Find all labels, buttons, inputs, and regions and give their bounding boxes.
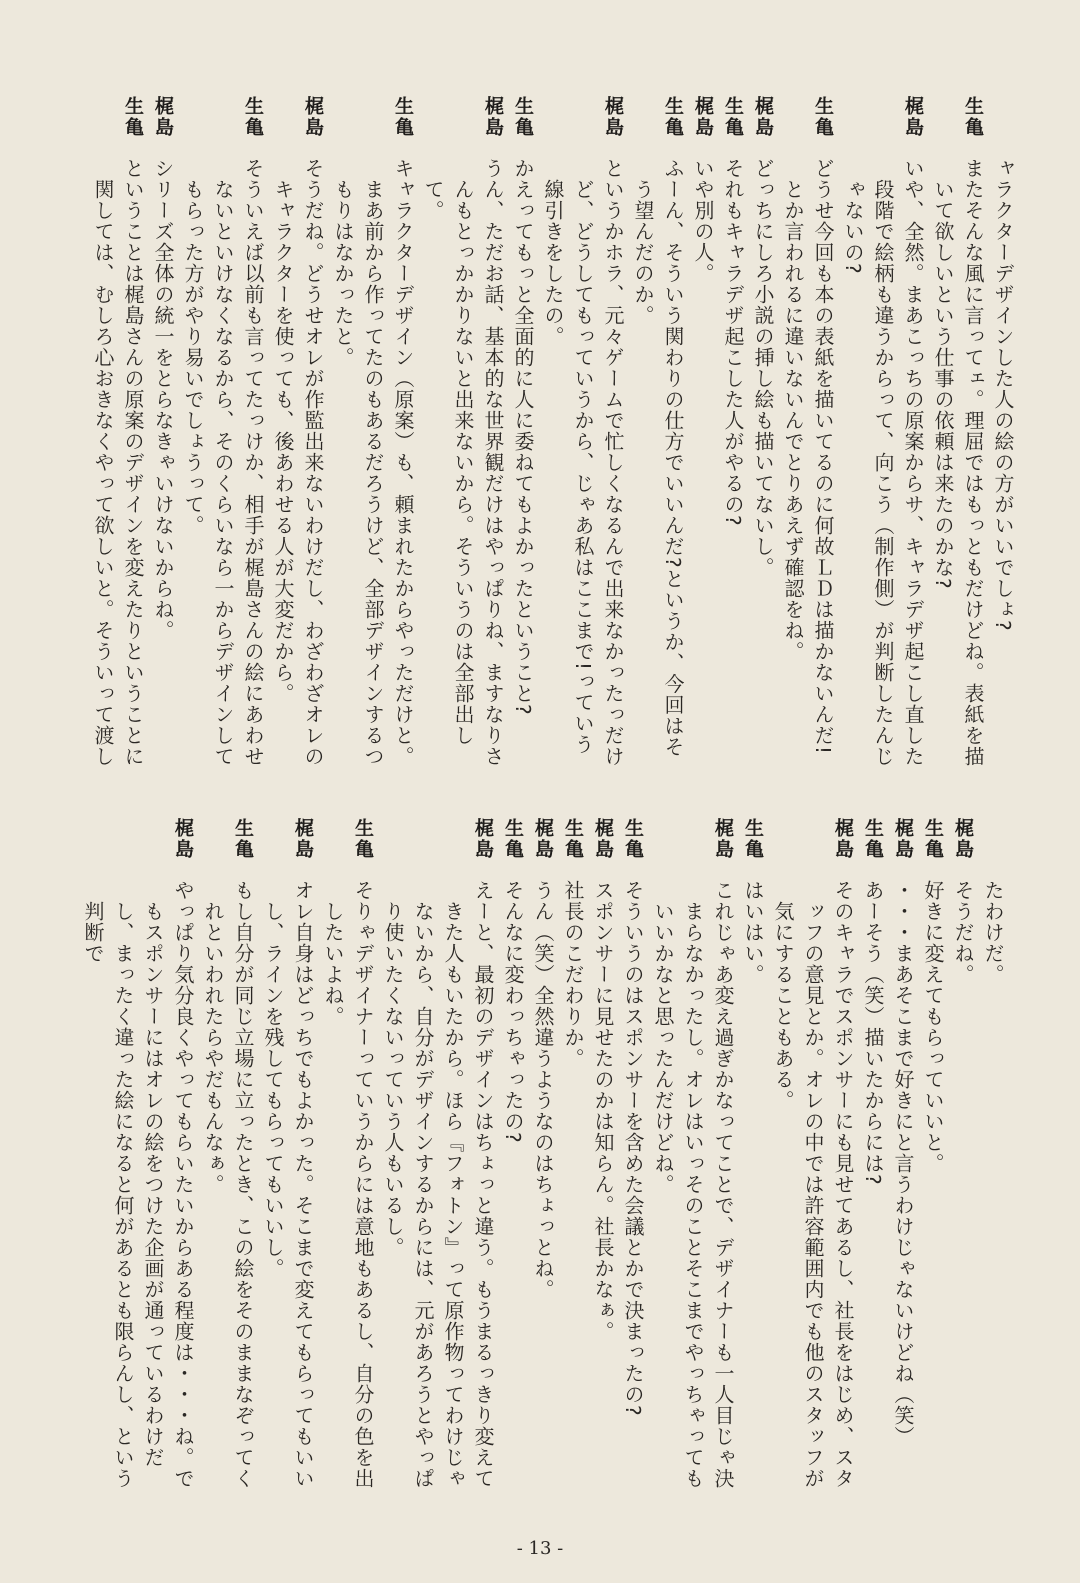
dialogue-text: スポンサーに見せたのかは知らん。社長かなぁ。 bbox=[591, 880, 615, 1342]
dialogue-text: ャラクターデザインした人の絵の方がいいでしょ? bbox=[991, 158, 1015, 632]
page-number: - 13 - bbox=[516, 1538, 564, 1559]
dialogue-text: そういうのはスポンサーを含めた会議とかで決まったの? bbox=[621, 880, 645, 1417]
dialogue-line bbox=[328, 96, 418, 776]
dialogue-line bbox=[778, 96, 838, 776]
dialogue-line bbox=[738, 818, 768, 1498]
speaker-label: 生亀 bbox=[122, 96, 144, 138]
dialogue-line bbox=[498, 818, 528, 1498]
dialogue-text: シリーズ全体の統一をとらなきゃいけないからね。 bbox=[151, 158, 175, 641]
dialogue-text: そういえば以前も言ってたっけか、相手が梶島さんの絵にあわせないといけなくなるから、そのくらいなら一からデザインしてもらった方がやり易いでしょうって。 bbox=[181, 158, 265, 767]
speaker-label: 生亀 bbox=[922, 818, 944, 860]
dialogue-text: これじゃあ変え過ぎかなってことで、デザイナーも一人目じゃ決まらなかったし。オレはいっそのことそこまでやっちゃってもいいかなと思ったんだけどね。 bbox=[651, 880, 735, 1489]
dialogue-line bbox=[748, 96, 778, 776]
speaker-label: 梶島 bbox=[602, 96, 624, 138]
dialogue-text: いや別の人。 bbox=[691, 158, 715, 284]
speaker-label: 梶島 bbox=[892, 818, 914, 860]
dialogue-text: かえってもっと全面的に人に委ねてもよかったということ? bbox=[511, 158, 535, 716]
dialogue-text: そうだね。どうせオレが作監出来ないわけだし、わざわざオレのキャラクターを使っても、後あわせる人が大変だから。 bbox=[271, 158, 325, 767]
dialogue-text: そんなに変わっちゃったの? bbox=[501, 880, 525, 1144]
dialogue-block-top bbox=[91, 96, 1018, 776]
dialogue-text: はいはい。 bbox=[741, 880, 765, 985]
speaker-label: 生亀 bbox=[502, 818, 524, 860]
dialogue-text: というかホラ、元々ゲームで忙しくなるんで出来なかったっだけど、どうしてもっていうから、じゃあ私はここまで!っていう線引きをしたの。 bbox=[541, 158, 625, 767]
dialogue-line bbox=[688, 96, 718, 776]
speaker-label: 生亀 bbox=[812, 96, 834, 138]
dialogue-line bbox=[148, 96, 178, 776]
dialogue-text: またそんな風に言ってェ。理屈ではもっともだけどね。表紙を描いて欲しいという仕事の依頼は来たのかな? bbox=[931, 158, 985, 767]
dialogue-text: 好きに変えてもらっていいと。 bbox=[921, 880, 945, 1174]
dialogue-line bbox=[88, 96, 148, 776]
speaker-label: 梶島 bbox=[302, 96, 324, 138]
speaker-label: 生亀 bbox=[962, 96, 984, 138]
dialogue-line bbox=[628, 96, 688, 776]
dialogue-text: いや、全然。まあこっちの原案からサ、キャラデザ起こし直した段階で絵柄も違うからって、向こう（制作側）が判断したんじゃないの? bbox=[841, 158, 925, 767]
dialogue-text: それもキャラデザ起こした人がやるの? bbox=[721, 158, 745, 527]
dialogue-text: うん、ただお話、基本的な世界観だけはやっぱりね、ますなりさんもとっかかりないと出来ないから。そういうのは全部出して。 bbox=[421, 158, 505, 767]
speaker-label: 生亀 bbox=[742, 818, 764, 860]
dialogue-line bbox=[558, 818, 588, 1498]
speaker-label: 生亀 bbox=[862, 818, 884, 860]
dialogue-line bbox=[528, 818, 558, 1498]
dialogue-line bbox=[618, 818, 648, 1498]
speaker-label: 梶島 bbox=[292, 818, 314, 860]
speaker-label: 生亀 bbox=[232, 818, 254, 860]
speaker-label: 生亀 bbox=[352, 818, 374, 860]
dialogue-line bbox=[588, 818, 618, 1498]
dialogue-text: そのキャラでスポンサーにも見せてあるし、社長をはじめ、スタッフの意見とか。オレの中では許容範囲内でも他のスタッフが気にすることもある。 bbox=[771, 880, 855, 1489]
dialogue-line bbox=[378, 818, 498, 1498]
speaker-label: 生亀 bbox=[512, 96, 534, 138]
dialogue-line bbox=[648, 818, 738, 1498]
dialogue-line bbox=[858, 818, 888, 1498]
dialogue-text: オレ自身はどっちでもよかった。そこまで変えてもらってもいいし、ラインを残してもらってもいいし。 bbox=[261, 880, 315, 1489]
dialogue-line bbox=[268, 96, 328, 776]
dialogue-text: そりゃデザイナーっていうからには意地もあるし、自分の色を出したいよね。 bbox=[321, 880, 375, 1489]
dialogue-line bbox=[258, 818, 318, 1498]
speaker-label: 梶島 bbox=[482, 96, 504, 138]
speaker-label: 梶島 bbox=[752, 96, 774, 138]
speaker-label: 梶島 bbox=[712, 818, 734, 860]
dialogue-text: えーと、最初のデザインはちょっと違う。もうまるっきり変えてきた人もいたから。ほら『フォトン』って原作物ってわけじゃないから、自分がデザインするからには、元があろうとやっぱり使いたくないっていう人もいるし。 bbox=[381, 880, 495, 1489]
speaker-label: 生亀 bbox=[242, 96, 264, 138]
dialogue-text: そうだね。 bbox=[951, 880, 975, 985]
dialogue-line bbox=[768, 818, 858, 1498]
dialogue-line bbox=[318, 818, 378, 1498]
dialogue-text: もし自分が同じ立場に立ったとき、この絵をそのままなぞってくれといわれたらやだもんなぁ。 bbox=[201, 880, 255, 1489]
dialogue-text: たわけだ。 bbox=[981, 880, 1005, 985]
dialogue-text: あーそう（笑）描いたからには? bbox=[861, 880, 885, 1186]
dialogue-text: キャラクターデザイン（原案）も、頼まれたからやっただけと。まあ前から作ってたのもあるだろうけど、全部デザインするつもりはなかったと。 bbox=[331, 158, 415, 767]
speaker-label: 梶島 bbox=[152, 96, 174, 138]
dialogue-line bbox=[928, 96, 988, 776]
dialogue-line bbox=[978, 818, 1008, 1498]
dialogue-block-bottom bbox=[81, 818, 1008, 1498]
speaker-label: 梶島 bbox=[832, 818, 854, 860]
dialogue-line bbox=[178, 96, 268, 776]
speaker-label: 梶島 bbox=[172, 818, 194, 860]
dialogue-line bbox=[198, 818, 258, 1498]
dialogue-line bbox=[988, 96, 1018, 776]
speaker-label: 生亀 bbox=[392, 96, 414, 138]
speaker-label: 梶島 bbox=[902, 96, 924, 138]
speaker-label: 梶島 bbox=[472, 818, 494, 860]
speaker-label: 梶島 bbox=[592, 818, 614, 860]
dialogue-line bbox=[838, 96, 928, 776]
dialogue-line bbox=[718, 96, 748, 776]
dialogue-text: やっぱり気分良くやってもらいたいからある程度は・・・ね。でもスポンサーにはオレの絵をつけた企画が通っているわけだし、まったく違った絵になると何があるとも限らんし、という判断で bbox=[81, 880, 195, 1489]
dialogue-line bbox=[538, 96, 628, 776]
dialogue-line bbox=[918, 818, 948, 1498]
dialogue-text: ふーん、そういう関わりの仕方でいいんだ?というか、今回はそう望んだのか。 bbox=[631, 158, 685, 758]
dialogue-text: 社長のこだわりか。 bbox=[561, 880, 585, 1069]
speaker-label: 生亀 bbox=[562, 818, 584, 860]
dialogue-line bbox=[508, 96, 538, 776]
speaker-label: 梶島 bbox=[952, 818, 974, 860]
dialogue-text: どっちにしろ小説の挿し絵も描いてないし。 bbox=[751, 158, 775, 578]
speaker-label: 生亀 bbox=[622, 818, 644, 860]
dialogue-text: ・・・まあそこまで好きにと言うわけじゃないけどね（笑） bbox=[891, 880, 915, 1447]
speaker-label: 梶島 bbox=[692, 96, 714, 138]
dialogue-text: どうせ今回も本の表紙を描いてるのに何故ＬＤは描かないんだ!とか言われるに違いないんでとりあえず確認をね。 bbox=[781, 158, 835, 756]
speaker-label: 梶島 bbox=[532, 818, 554, 860]
dialogue-line bbox=[418, 96, 508, 776]
dialogue-text: うん（笑）全然違うようなのはちょっとね。 bbox=[531, 880, 555, 1300]
dialogue-line bbox=[888, 818, 918, 1498]
dialogue-line bbox=[948, 818, 978, 1498]
speaker-label: 生亀 bbox=[722, 96, 744, 138]
dialogue-line bbox=[78, 818, 198, 1498]
speaker-label: 生亀 bbox=[662, 96, 684, 138]
dialogue-text: ということは梶島さんの原案のデザインを変えたりということに関しては、むしろ心おきなくやって欲しいと。そういって渡し bbox=[91, 158, 145, 767]
